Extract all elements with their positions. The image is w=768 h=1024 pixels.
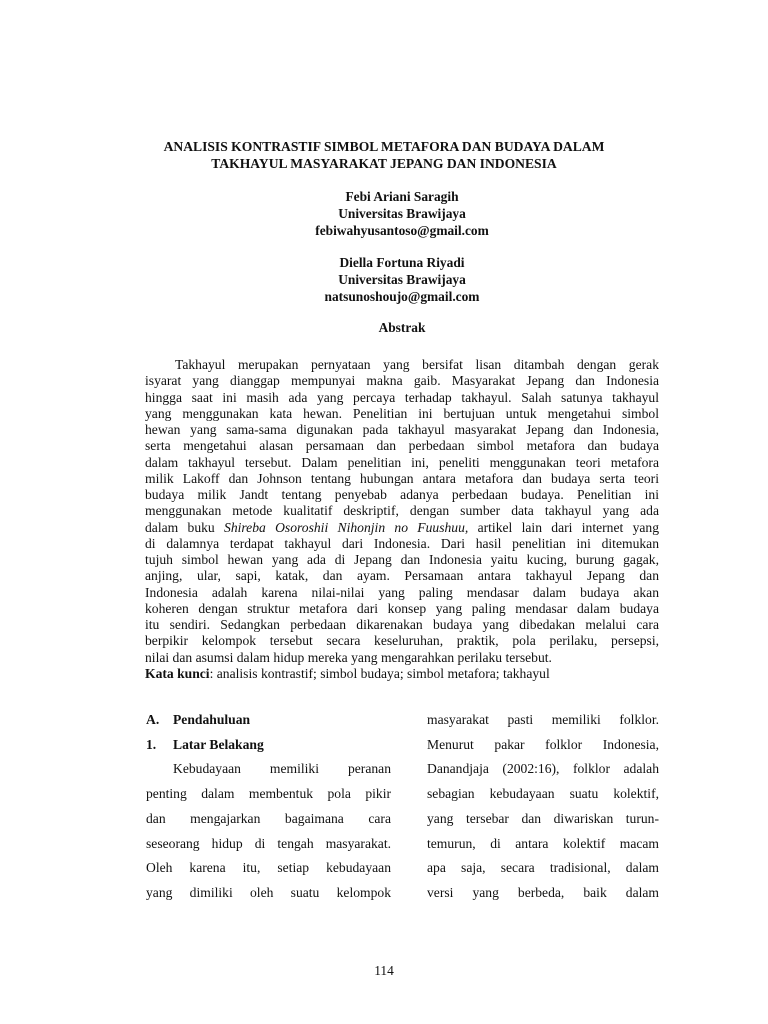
abstract-line: itu sendiri. Sedangkan perbedaan dikarenakan budaya yang dibedakan melalui cara [145,617,659,632]
paper-title [110,138,658,172]
keywords-label: Kata kunci [145,665,210,681]
subsection-number: 1. [146,736,157,752]
author-block-2 [200,254,604,305]
keywords [145,666,659,682]
abstract-line: isyarat yang dianggap mempunyai makna gaib. Masyarakat Jepang dan Indonesia [145,373,659,389]
body-line: apa saja, secara tradisional, dalam [427,860,659,876]
abstract-line: budaya milik Jandt tentang penyebab adanya perbedaan budaya. Penelitian ini [145,487,659,502]
author-email: febiwahyusantoso@gmail.com [315,223,489,238]
author-block-1 [200,188,604,239]
author-email: natsunoshoujo@gmail.com [324,289,480,304]
subsection-heading [146,733,391,758]
abstract-line: berpikir kelompok tersebut secara keseluruhan, praktik, pola perilaku, persepsi, [145,633,659,649]
body-line: yang dimiliki oleh suatu kelompok [146,884,391,900]
author-affiliation: Universitas Brawijaya [338,272,466,287]
abstract-line: menggunakan metode kualitatif deskriptif, dengan sumber data takhayul yang ada [145,503,659,519]
abstract-line: di dalamnya terdapat takhayul dari Indonesia. Dari hasil penelitian ini ditemukan [145,535,659,551]
author-affiliation: Universitas Brawijaya [338,206,466,221]
body-line: temurun, di antara kolektif macam [427,835,659,851]
subsection-title: Latar Belakang [173,736,264,752]
body-line: seseorang hidup di tengah masyarakat. [146,835,391,851]
abstract-line: koheren dengan struktur metafora dari konsep yang paling mendasar dalam budaya [145,600,659,616]
abstract-body [145,357,659,682]
abstract-line: Indonesia adalah karena nilai-nilai yang paling mendasar dalam budaya akan [145,584,659,600]
section-title: Pendahuluan [173,712,251,727]
body-column-right [427,708,659,906]
body-line: Kebudayaan memiliki peranan [173,761,391,777]
abstract-line: Takhayul merupakan pernyataan yang bersifat lisan ditambah dengan gerak [175,357,659,372]
section-number: A. [146,712,160,727]
source-prefix: dalam buku [145,519,225,535]
abstract-line: anjing, ular, sapi, katak, dan ayam. Persamaan antara takhayul Jepang dan [145,568,659,584]
abstract-heading: Abstrak [378,320,426,335]
abstract-line-source [145,520,659,536]
body-line: versi yang berbeda, baik dalam [427,884,659,900]
source-suffix: artikel lain dari internet yang [468,519,659,535]
title-line-2: TAKHAYUL MASYARAKAT JEPANG DAN INDONESIA [211,156,557,171]
page-number: 114 [374,963,394,978]
body-line: yang tersebar dan diwariskan turun- [427,810,659,826]
title-line-1: ANALISIS KONTRASTIF SIMBOL METAFORA DAN BUDAYA DALAM [163,139,605,154]
abstract-line: yang menggunakan kata hewan. Penelitian ini bertujuan untuk mengetahui simbol [145,405,659,421]
abstract-line: nilai dan asumsi dalam hidup mereka yang mengarahkan perilaku tersebut. [145,649,552,665]
abstract-line: serta mengetahui alasan persamaan dan perbedaan simbol metafora dan budaya [145,438,659,454]
section-heading [146,708,391,733]
body-column-left [146,708,391,906]
abstract-line: milik Lakoff dan Johnson tentang hubungan antara metafora dan budaya serta teori [145,470,659,486]
keywords-text: : analisis kontrastif; simbol budaya; simbol metafora; takhayul [209,665,550,681]
body-line: Menurut pakar folklor Indonesia, [427,736,659,752]
body-line: dan mengajarkan bagaimana cara [146,810,391,826]
source-title: Shireba Osoroshii Nihonjin no Fuushuu, [224,519,469,535]
author-name: Diella Fortuna Riyadi [339,255,465,270]
abstract-line: tujuh simbol hewan yang ada di Jepang dan Indonesia yaitu kucing, burung gagak, [145,552,659,567]
body-line: masyarakat pasti memiliki folklor. [427,712,659,727]
abstract-line: dalam takhayul tersebut. Dalam penelitian ini, peneliti menggunakan teori metafora [145,454,659,470]
abstract-line: hewan yang sama-sama digunakan pada takhayul masyarakat Jepang dan Indonesia, [145,422,659,437]
body-line: Oleh karena itu, setiap kebudayaan [146,860,391,876]
abstract-line: hingga saat ini masih ada yang percaya terhadap takhayul. Salah satunya takhayul [145,389,659,405]
author-name: Febi Ariani Saragih [345,189,459,204]
body-line: Danandjaja (2002:16), folklor adalah [427,761,659,777]
body-line: sebagian kebudayaan suatu kolektif, [427,786,659,802]
body-line: penting dalam membentuk pola pikir [146,786,391,802]
